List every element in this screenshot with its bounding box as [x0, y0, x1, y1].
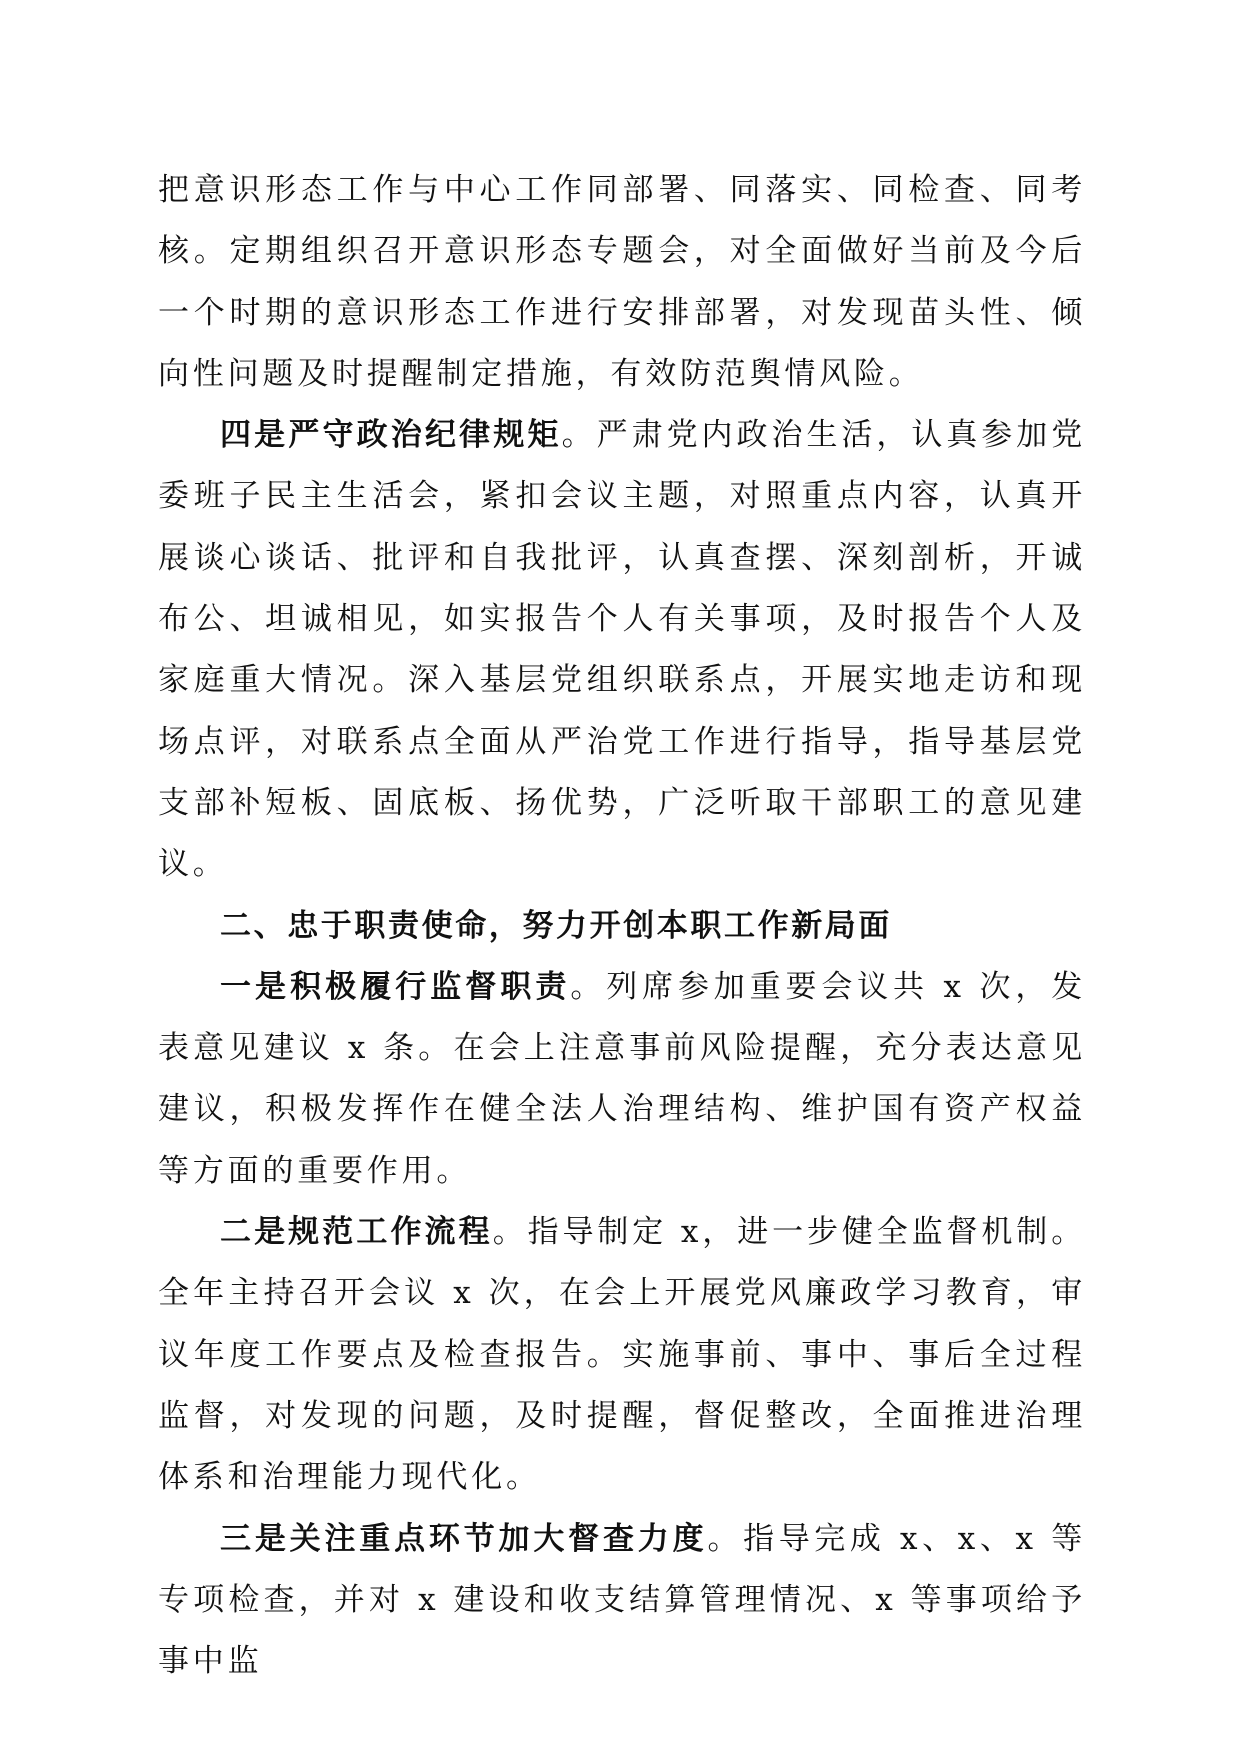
paragraph-supervision-duty [158, 957, 1086, 1202]
document-page [158, 160, 1086, 1692]
paragraph-text: 。指导完成 x、x、x 等专项检查，并对 x 建设和收支结算管理情况、x 等事项给予事中监 [158, 1520, 1087, 1680]
paragraph-text: 。指导制定 x，进一步健全监督机制。全年主持召开会议 x 次，在会上开展党风廉政学习教育，审议年度工作要点及检查报告。实施事前、事中、事后全过程监督，对发现的问题，及时提醒，督促整改，全面推进治理体系和治理能力现代化。 [158, 1214, 1086, 1496]
paragraph-lead: 四是严守政治纪律规矩 [220, 417, 562, 454]
paragraph-lead: 二是规范工作流程 [220, 1214, 493, 1251]
paragraph-political-discipline [158, 405, 1086, 895]
paragraph-text: 把意识形态工作与中心工作同部署、同落实、同检查、同考核。定期组织召开意识形态专题会，对全面做好当前及今后一个时期的意识形态工作进行安排部署，对发现苗头性、倾向性问题及时提醒制定措施，有效防范舆情风险。 [158, 172, 1086, 392]
paragraph-text: 。严肃党内政治生活，认真参加党委班子民主生活会，紧扣会议主题，对照重点内容，认真开展谈心谈话、批评和自我批评，认真查摆、深刻剖析，开诚布公、坦诚相见，如实报告个人有关事项，及时报告个人及家庭重大情况。深入基层党组织联系点，开展实地走访和现场点评，对联系点全面从严治党工作进行指导，指导基层党支部补短板、固底板、扬优势，广泛听取干部职工的意见建议。 [158, 417, 1087, 883]
paragraph-lead: 三是关注重点环节加大督查力度 [220, 1520, 708, 1557]
paragraph-lead: 一是积极履行监督职责 [220, 968, 571, 1005]
paragraph-work-process [158, 1202, 1086, 1508]
paragraph-text: 。列席参加重要会议共 x 次，发表意见建议 x 条。在会上注意事前风险提醒，充分表达意见建议，积极发挥作在健全法人治理结构、维护国有资产权益等方面的重要作用。 [158, 968, 1086, 1189]
section-heading [158, 896, 1086, 957]
section-heading-text: 二、忠于职责使命，努力开创本职工作新局面 [220, 907, 892, 944]
paragraph-ideology-work [158, 160, 1086, 405]
paragraph-key-inspection [158, 1509, 1086, 1693]
